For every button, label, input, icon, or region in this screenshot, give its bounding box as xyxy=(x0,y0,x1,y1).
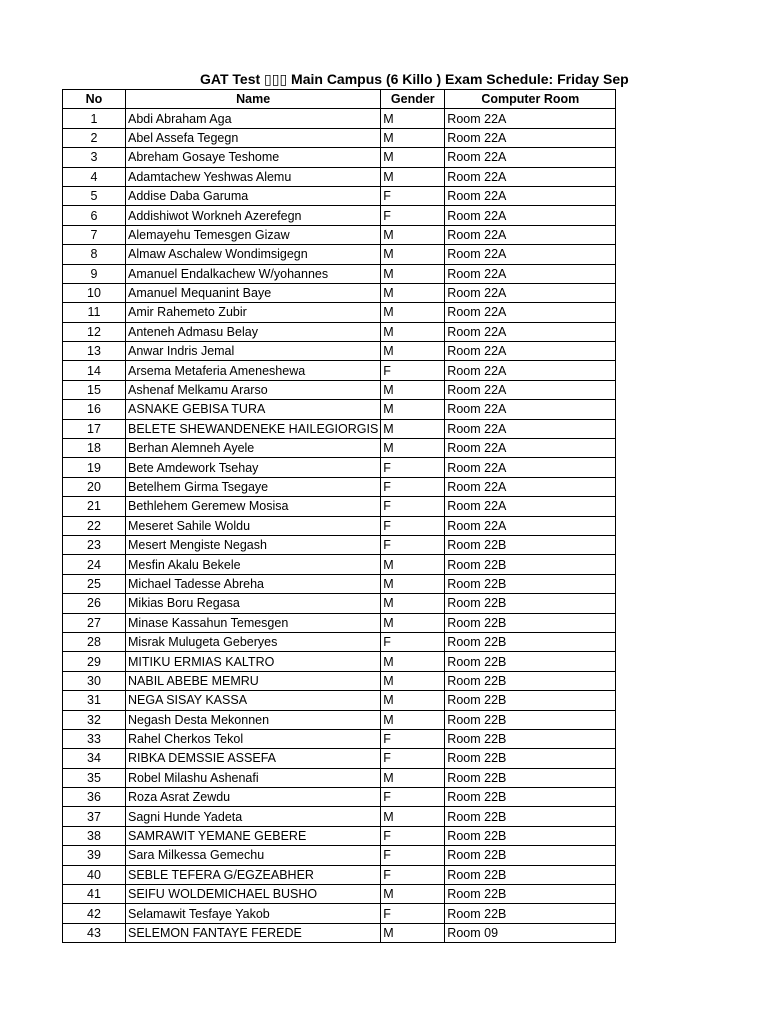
cell-gender: M xyxy=(381,283,445,302)
cell-room: Room 22A xyxy=(445,186,616,205)
cell-name: Amanuel Mequanint Baye xyxy=(126,283,381,302)
cell-name: Mesfin Akalu Bekele xyxy=(126,555,381,574)
table-row xyxy=(63,361,616,380)
table-row xyxy=(63,516,616,535)
table-row xyxy=(63,652,616,671)
cell-name: Michael Tadesse Abreha xyxy=(126,574,381,593)
table-row xyxy=(63,322,616,341)
cell-gender: F xyxy=(381,846,445,865)
cell-room: Room 22A xyxy=(445,458,616,477)
cell-name: Mikias Boru Regasa xyxy=(126,594,381,613)
table-row xyxy=(63,439,616,458)
cell-room: Room 22B xyxy=(445,826,616,845)
cell-gender: M xyxy=(381,691,445,710)
cell-gender: M xyxy=(381,439,445,458)
cell-room: Room 22A xyxy=(445,361,616,380)
cell-no: 21 xyxy=(63,497,126,516)
cell-no: 14 xyxy=(63,361,126,380)
cell-name: Rahel Cherkos Tekol xyxy=(126,729,381,748)
table-row xyxy=(63,148,616,167)
cell-no: 8 xyxy=(63,245,126,264)
table-row xyxy=(63,225,616,244)
cell-gender: M xyxy=(381,613,445,632)
cell-room: Room 22B xyxy=(445,652,616,671)
cell-no: 6 xyxy=(63,206,126,225)
cell-no: 2 xyxy=(63,128,126,147)
cell-name: ASNAKE GEBISA TURA xyxy=(126,400,381,419)
cell-room: Room 22B xyxy=(445,691,616,710)
cell-gender: M xyxy=(381,148,445,167)
cell-name: SEBLE TEFERA G/EGZEABHER xyxy=(126,865,381,884)
cell-no: 18 xyxy=(63,439,126,458)
table-row xyxy=(63,904,616,923)
table-row xyxy=(63,400,616,419)
cell-gender: M xyxy=(381,322,445,341)
cell-gender: F xyxy=(381,497,445,516)
cell-gender: M xyxy=(381,671,445,690)
cell-room: Room 22B xyxy=(445,749,616,768)
cell-no: 41 xyxy=(63,885,126,904)
cell-room: Room 22B xyxy=(445,885,616,904)
cell-gender: M xyxy=(381,594,445,613)
table-row xyxy=(63,109,616,128)
cell-room: Room 22B xyxy=(445,613,616,632)
cell-name: NEGA SISAY KASSA xyxy=(126,691,381,710)
cell-name: Anteneh Admasu Belay xyxy=(126,322,381,341)
cell-gender: M xyxy=(381,109,445,128)
cell-no: 19 xyxy=(63,458,126,477)
table-row xyxy=(63,632,616,651)
cell-no: 38 xyxy=(63,826,126,845)
cell-gender: F xyxy=(381,904,445,923)
cell-room: Room 22B xyxy=(445,671,616,690)
table-row xyxy=(63,555,616,574)
cell-name: Roza Asrat Zewdu xyxy=(126,788,381,807)
cell-no: 11 xyxy=(63,303,126,322)
table-row xyxy=(63,245,616,264)
table-row xyxy=(63,923,616,942)
cell-name: Adamtachew Yeshwas Alemu xyxy=(126,167,381,186)
cell-gender: F xyxy=(381,749,445,768)
cell-room: Room 22B xyxy=(445,846,616,865)
cell-no: 27 xyxy=(63,613,126,632)
cell-room: Room 22A xyxy=(445,148,616,167)
cell-gender: M xyxy=(381,652,445,671)
cell-gender: M xyxy=(381,710,445,729)
cell-no: 3 xyxy=(63,148,126,167)
cell-room: Room 22A xyxy=(445,516,616,535)
cell-gender: M xyxy=(381,555,445,574)
cell-gender: M xyxy=(381,768,445,787)
cell-no: 28 xyxy=(63,632,126,651)
cell-room: Room 22A xyxy=(445,342,616,361)
cell-gender: F xyxy=(381,477,445,496)
table-row xyxy=(63,671,616,690)
header-row xyxy=(63,90,616,109)
cell-name: Misrak Mulugeta Geberyes xyxy=(126,632,381,651)
cell-no: 9 xyxy=(63,264,126,283)
cell-name: Selamawit Tesfaye Yakob xyxy=(126,904,381,923)
cell-gender: M xyxy=(381,342,445,361)
cell-name: Mesert Mengiste Negash xyxy=(126,535,381,554)
cell-name: Ashenaf Melkamu Ararso xyxy=(126,380,381,399)
cell-gender: M xyxy=(381,419,445,438)
table-row xyxy=(63,807,616,826)
cell-room: Room 22A xyxy=(445,264,616,283)
cell-gender: F xyxy=(381,535,445,554)
cell-gender: M xyxy=(381,400,445,419)
page-title: GAT Test ▯▯▯ Main Campus (6 Killo ) Exam Schedule: Friday Sep xyxy=(200,71,629,87)
table-row xyxy=(63,885,616,904)
cell-no: 25 xyxy=(63,574,126,593)
cell-name: Addishiwot Workneh Azerefegn xyxy=(126,206,381,225)
cell-room: Room 22B xyxy=(445,555,616,574)
cell-name: RIBKA DEMSSIE ASSEFA xyxy=(126,749,381,768)
cell-no: 1 xyxy=(63,109,126,128)
table-row xyxy=(63,264,616,283)
cell-no: 7 xyxy=(63,225,126,244)
cell-name: Negash Desta Mekonnen xyxy=(126,710,381,729)
cell-room: Room 09 xyxy=(445,923,616,942)
cell-room: Room 22A xyxy=(445,322,616,341)
cell-name: SEIFU WOLDEMICHAEL BUSHO xyxy=(126,885,381,904)
cell-name: Addise Daba Garuma xyxy=(126,186,381,205)
cell-no: 31 xyxy=(63,691,126,710)
cell-no: 30 xyxy=(63,671,126,690)
cell-room: Room 22A xyxy=(445,245,616,264)
cell-name: SELEMON FANTAYE FEREDE xyxy=(126,923,381,942)
table-row xyxy=(63,206,616,225)
table-row xyxy=(63,768,616,787)
table-row xyxy=(63,865,616,884)
table-row xyxy=(63,826,616,845)
column-header-gender: Gender xyxy=(381,90,445,109)
cell-no: 12 xyxy=(63,322,126,341)
table-row xyxy=(63,419,616,438)
table-row xyxy=(63,380,616,399)
cell-name: MITIKU ERMIAS KALTRO xyxy=(126,652,381,671)
cell-no: 13 xyxy=(63,342,126,361)
cell-room: Room 22A xyxy=(445,128,616,147)
cell-no: 16 xyxy=(63,400,126,419)
cell-no: 42 xyxy=(63,904,126,923)
table-row xyxy=(63,128,616,147)
cell-no: 32 xyxy=(63,710,126,729)
cell-gender: M xyxy=(381,167,445,186)
cell-no: 24 xyxy=(63,555,126,574)
table-row xyxy=(63,594,616,613)
cell-no: 4 xyxy=(63,167,126,186)
table-row xyxy=(63,497,616,516)
cell-no: 36 xyxy=(63,788,126,807)
table-row xyxy=(63,788,616,807)
cell-no: 39 xyxy=(63,846,126,865)
table-row xyxy=(63,729,616,748)
cell-room: Room 22B xyxy=(445,535,616,554)
table-row xyxy=(63,167,616,186)
cell-gender: M xyxy=(381,923,445,942)
table-row xyxy=(63,613,616,632)
cell-name: Bethlehem Geremew Mosisa xyxy=(126,497,381,516)
cell-gender: M xyxy=(381,225,445,244)
cell-room: Room 22B xyxy=(445,632,616,651)
cell-room: Room 22A xyxy=(445,497,616,516)
cell-gender: F xyxy=(381,826,445,845)
cell-name: Robel Milashu Ashenafi xyxy=(126,768,381,787)
table-row xyxy=(63,186,616,205)
cell-room: Room 22A xyxy=(445,439,616,458)
cell-room: Room 22A xyxy=(445,303,616,322)
cell-name: Abreham Gosaye Teshome xyxy=(126,148,381,167)
cell-room: Room 22B xyxy=(445,865,616,884)
table-row xyxy=(63,574,616,593)
table-row xyxy=(63,691,616,710)
cell-room: Room 22B xyxy=(445,594,616,613)
cell-no: 17 xyxy=(63,419,126,438)
cell-no: 35 xyxy=(63,768,126,787)
cell-name: Sara Milkessa Gemechu xyxy=(126,846,381,865)
cell-room: Room 22A xyxy=(445,380,616,399)
cell-no: 23 xyxy=(63,535,126,554)
cell-room: Room 22A xyxy=(445,477,616,496)
cell-name: Abdi Abraham Aga xyxy=(126,109,381,128)
cell-gender: F xyxy=(381,458,445,477)
cell-gender: M xyxy=(381,380,445,399)
cell-gender: M xyxy=(381,885,445,904)
cell-room: Room 22A xyxy=(445,419,616,438)
cell-room: Room 22A xyxy=(445,283,616,302)
cell-room: Room 22B xyxy=(445,807,616,826)
cell-room: Room 22A xyxy=(445,400,616,419)
table-row xyxy=(63,710,616,729)
cell-room: Room 22A xyxy=(445,225,616,244)
cell-room: Room 22B xyxy=(445,768,616,787)
cell-gender: F xyxy=(381,729,445,748)
cell-room: Room 22A xyxy=(445,206,616,225)
cell-name: Sagni Hunde Yadeta xyxy=(126,807,381,826)
table-body xyxy=(63,109,616,943)
cell-no: 10 xyxy=(63,283,126,302)
cell-gender: M xyxy=(381,128,445,147)
cell-no: 43 xyxy=(63,923,126,942)
cell-room: Room 22B xyxy=(445,710,616,729)
cell-room: Room 22B xyxy=(445,788,616,807)
cell-gender: M xyxy=(381,264,445,283)
cell-gender: F xyxy=(381,865,445,884)
cell-no: 20 xyxy=(63,477,126,496)
cell-name: Anwar Indris Jemal xyxy=(126,342,381,361)
cell-room: Room 22B xyxy=(445,729,616,748)
cell-no: 37 xyxy=(63,807,126,826)
table-row xyxy=(63,477,616,496)
cell-no: 15 xyxy=(63,380,126,399)
cell-name: Betelhem Girma Tsegaye xyxy=(126,477,381,496)
cell-name: Abel Assefa Tegegn xyxy=(126,128,381,147)
cell-room: Room 22A xyxy=(445,167,616,186)
cell-name: Almaw Aschalew Wondimsigegn xyxy=(126,245,381,264)
cell-name: Bete Amdework Tsehay xyxy=(126,458,381,477)
cell-no: 5 xyxy=(63,186,126,205)
cell-name: Amir Rahemeto Zubir xyxy=(126,303,381,322)
cell-name: Arsema Metaferia Ameneshewa xyxy=(126,361,381,380)
table-row xyxy=(63,458,616,477)
cell-gender: M xyxy=(381,807,445,826)
cell-name: NABIL ABEBE MEMRU xyxy=(126,671,381,690)
cell-room: Room 22B xyxy=(445,574,616,593)
cell-gender: M xyxy=(381,574,445,593)
cell-name: Minase Kassahun Temesgen xyxy=(126,613,381,632)
cell-name: BELETE SHEWANDENEKE HAILEGIORGIS xyxy=(126,419,381,438)
cell-gender: F xyxy=(381,632,445,651)
schedule-table xyxy=(62,89,616,943)
column-header-no: No xyxy=(63,90,126,109)
table-row xyxy=(63,303,616,322)
cell-no: 26 xyxy=(63,594,126,613)
cell-no: 40 xyxy=(63,865,126,884)
column-header-name: Name xyxy=(126,90,381,109)
cell-name: Amanuel Endalkachew W/yohannes xyxy=(126,264,381,283)
cell-name: Alemayehu Temesgen Gizaw xyxy=(126,225,381,244)
cell-gender: F xyxy=(381,516,445,535)
cell-no: 33 xyxy=(63,729,126,748)
cell-gender: F xyxy=(381,788,445,807)
cell-name: Meseret Sahile Woldu xyxy=(126,516,381,535)
table-row xyxy=(63,846,616,865)
column-header-room: Computer Room xyxy=(445,90,616,109)
cell-name: SAMRAWIT YEMANE GEBERE xyxy=(126,826,381,845)
cell-room: Room 22B xyxy=(445,904,616,923)
cell-gender: M xyxy=(381,245,445,264)
cell-no: 29 xyxy=(63,652,126,671)
table-row xyxy=(63,283,616,302)
table-row xyxy=(63,749,616,768)
cell-room: Room 22A xyxy=(445,109,616,128)
table-row xyxy=(63,535,616,554)
table-row xyxy=(63,342,616,361)
cell-gender: M xyxy=(381,303,445,322)
cell-gender: F xyxy=(381,186,445,205)
cell-no: 34 xyxy=(63,749,126,768)
cell-gender: F xyxy=(381,206,445,225)
cell-no: 22 xyxy=(63,516,126,535)
cell-name: Berhan Alemneh Ayele xyxy=(126,439,381,458)
cell-gender: F xyxy=(381,361,445,380)
